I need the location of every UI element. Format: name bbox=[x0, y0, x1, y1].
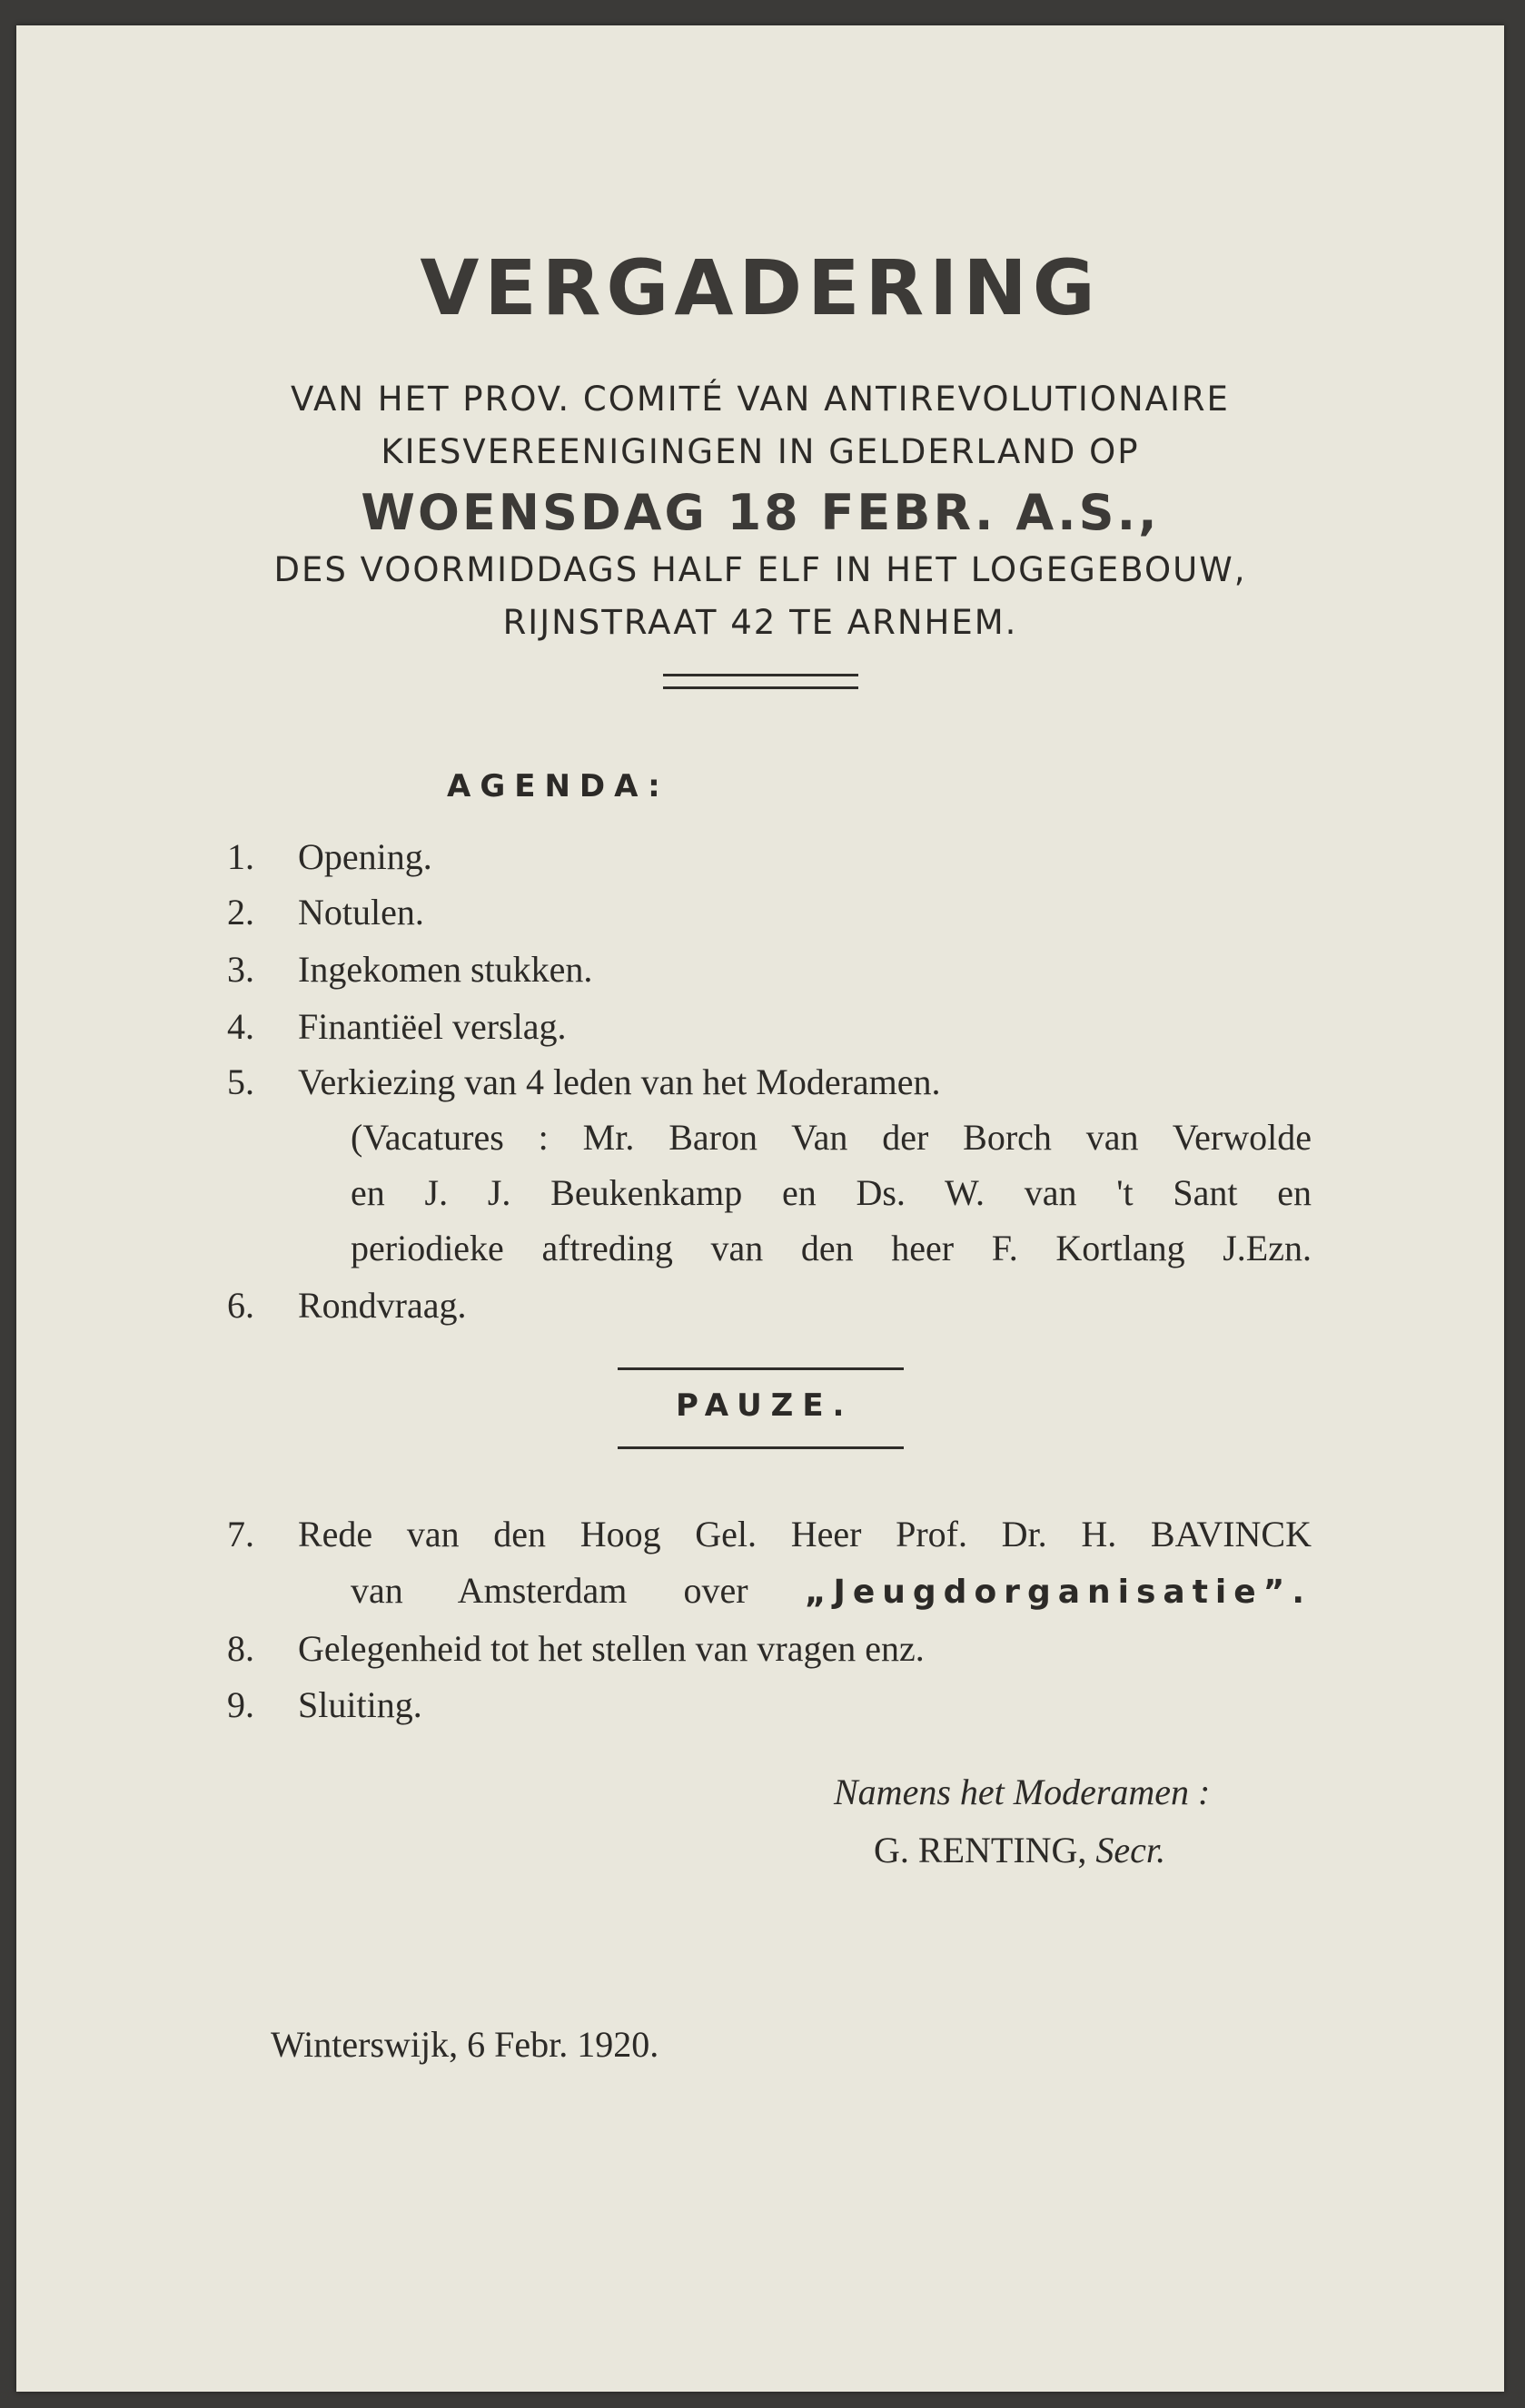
agenda-item-opening: Opening. bbox=[298, 836, 432, 877]
agenda-heading: AGENDA: bbox=[447, 768, 669, 804]
subtitle-line-1: VAN HET PROV. COMITÉ VAN ANTIREVOLUTIONAIRE bbox=[291, 380, 1230, 419]
vacatures-line-2: en J. J. Beukenkamp en Ds. W. van 't Sant en bbox=[351, 1172, 1312, 1213]
agenda-item-notulen: Notulen. bbox=[298, 892, 424, 933]
divider-rule-top-1 bbox=[663, 674, 858, 676]
agenda-item-financieel-verslag: Finantiëel verslag. bbox=[298, 1006, 567, 1047]
signature-on-behalf: Namens het Moderamen : bbox=[834, 1771, 1211, 1812]
agenda-item-rondvraag: Rondvraag. bbox=[298, 1285, 467, 1326]
signature-role: Secr. bbox=[1095, 1830, 1166, 1870]
document-page bbox=[16, 25, 1504, 2392]
agenda-item-verkiezing: Verkiezing van 4 leden van het Moderamen. bbox=[298, 1061, 941, 1102]
rede-topic-intro: van Amsterdam over bbox=[351, 1570, 805, 1611]
agenda-item-number: 5. bbox=[227, 1061, 254, 1102]
agenda-item-gelegenheid: Gelegenheid tot het stellen van vragen enz. bbox=[298, 1628, 925, 1669]
divider-rule-pauze-bottom bbox=[618, 1446, 904, 1449]
signature-block bbox=[874, 1829, 1165, 1871]
agenda-item-sluiting: Sluiting. bbox=[298, 1684, 422, 1725]
subtitle-line-2: KIESVEREENIGINGEN IN GELDERLAND OP bbox=[381, 432, 1140, 471]
rede-topic-title: „Jeugdorganisatie”. bbox=[804, 1574, 1312, 1611]
page-title: VERGADERING bbox=[420, 243, 1101, 332]
place-and-date: Winterswijk, 6 Febr. 1920. bbox=[271, 2024, 659, 2065]
subtitle-line-3: DES VOORMIDDAGS HALF ELF IN HET LOGEGEBOUW, bbox=[273, 550, 1247, 589]
divider-rule-pauze-top bbox=[618, 1367, 904, 1370]
agenda-item-number: 2. bbox=[227, 892, 254, 933]
agenda-item-number: 1. bbox=[227, 836, 254, 877]
agenda-item-number: 6. bbox=[227, 1285, 254, 1326]
vacatures-line-3: periodieke aftreding van den heer F. Kortlang J.Ezn. bbox=[351, 1228, 1312, 1268]
agenda-item-number: 8. bbox=[227, 1628, 254, 1669]
agenda-item-number: 3. bbox=[227, 949, 254, 990]
vacatures-line-1: (Vacatures : Mr. Baron Van der Borch van Verwolde bbox=[351, 1117, 1312, 1158]
agenda-item-ingekomen-stukken: Ingekomen stukken. bbox=[298, 949, 593, 990]
pauze-heading: PAUZE. bbox=[676, 1387, 854, 1424]
agenda-item-number: 9. bbox=[227, 1684, 254, 1725]
divider-rule-top-2 bbox=[663, 686, 858, 689]
meeting-date: WOENSDAG 18 FEBR. A.S., bbox=[361, 484, 1160, 541]
agenda-item-number: 4. bbox=[227, 1006, 254, 1047]
agenda-item-number: 7. bbox=[227, 1514, 254, 1554]
subtitle-line-4: RIJNSTRAAT 42 TE ARNHEM. bbox=[502, 603, 1018, 642]
signature-name: G. RENTING, bbox=[874, 1830, 1087, 1870]
agenda-item-rede-line-2 bbox=[351, 1569, 1312, 1612]
agenda-item-rede-line-1: Rede van den Hoog Gel. Heer Prof. Dr. H. BAVINCK bbox=[298, 1514, 1312, 1554]
